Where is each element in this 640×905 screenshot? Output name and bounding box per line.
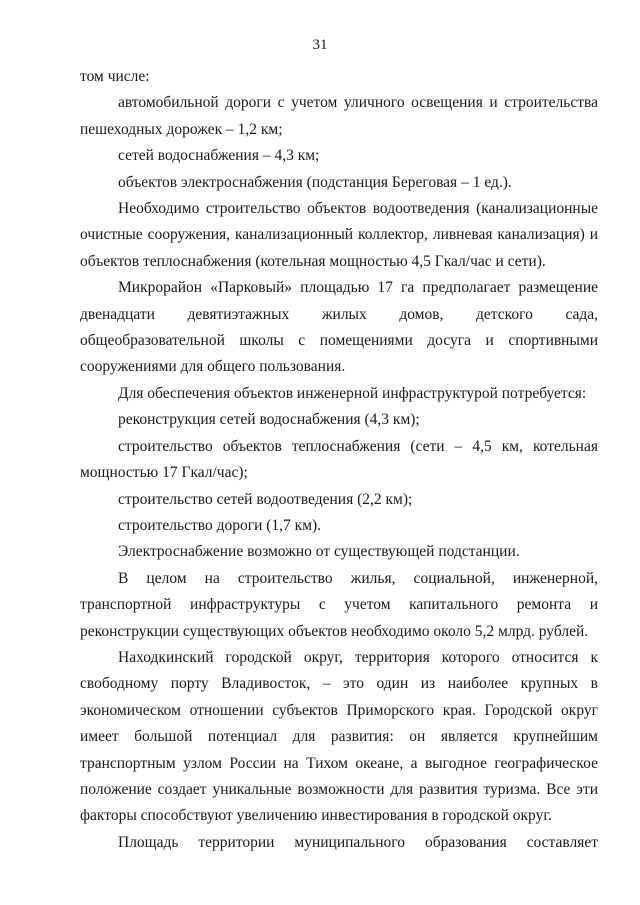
paragraph: строительство сетей водоотведения (2,2 км); (118, 490, 413, 508)
paragraph: Микрорайон «Парковый» площадью 17 га предполагает размещение двенадцати девятиэтажных жилых домов, детского сада, общеобразовательной школы с помещениями досуга и спортивными сооружениями для общего пользования. (80, 279, 598, 376)
paragraph: том числе: (80, 68, 150, 85)
page-number: 31 (312, 37, 328, 53)
paragraph: Электроснабжение возможно от существующей подстанции. (118, 543, 520, 561)
paragraph: В целом на строительство жилья, социальной, инженерной, транспортной инфраструктуры с учетом капитального ремонта и реконструкции существующих объектов необходимо около 5,2 млрд. рублей. (80, 569, 598, 640)
paragraph: Для обеспечения объектов инженерной инфраструктурой потребуется: (118, 384, 587, 402)
body-text (80, 64, 598, 856)
paragraph: строительство дороги (1,7 км). (118, 516, 322, 534)
paragraph: объектов электроснабжения (подстанция Береговая – 1 ед.). (118, 173, 512, 191)
paragraph: сетей водоснабжения – 4,3 км; (118, 147, 320, 165)
paragraph: Площадь территории муниципального образования составляет (118, 833, 598, 851)
paragraph: строительство объектов теплоснабжения (сети – 4,5 км, котельная мощностью 17 Гкал/час); (80, 437, 598, 482)
paragraph: автомобильной дороги с учетом уличного освещения и строительства пешеходных дорожек – 1,2 км; (80, 94, 598, 138)
paragraph: Необходимо строительство объектов водоотведения (канализационные очистные сооружения, канализационный коллектор, ливневая канализация) и объектов теплоснабжения (котельная мощностью 4,5 Гкал/час и сети). (80, 200, 598, 270)
paragraph: реконструкция сетей водоснабжения (4,3 км); (118, 411, 420, 429)
paragraph: Находкинский городской округ, территория которого относится к свободному порту Владивосток, – это один из наиболее крупных в экономическом отношении субъектов Приморского края. Городской округ имеет большой потенциал для развития: он является крупнейшим транспортным узлом России на Тихом океане, а выгодное географическое положение создает уникальные возможности для развития туризма. Все эти факторы способствуют увеличению инвестирования в городской округ. (80, 648, 598, 825)
